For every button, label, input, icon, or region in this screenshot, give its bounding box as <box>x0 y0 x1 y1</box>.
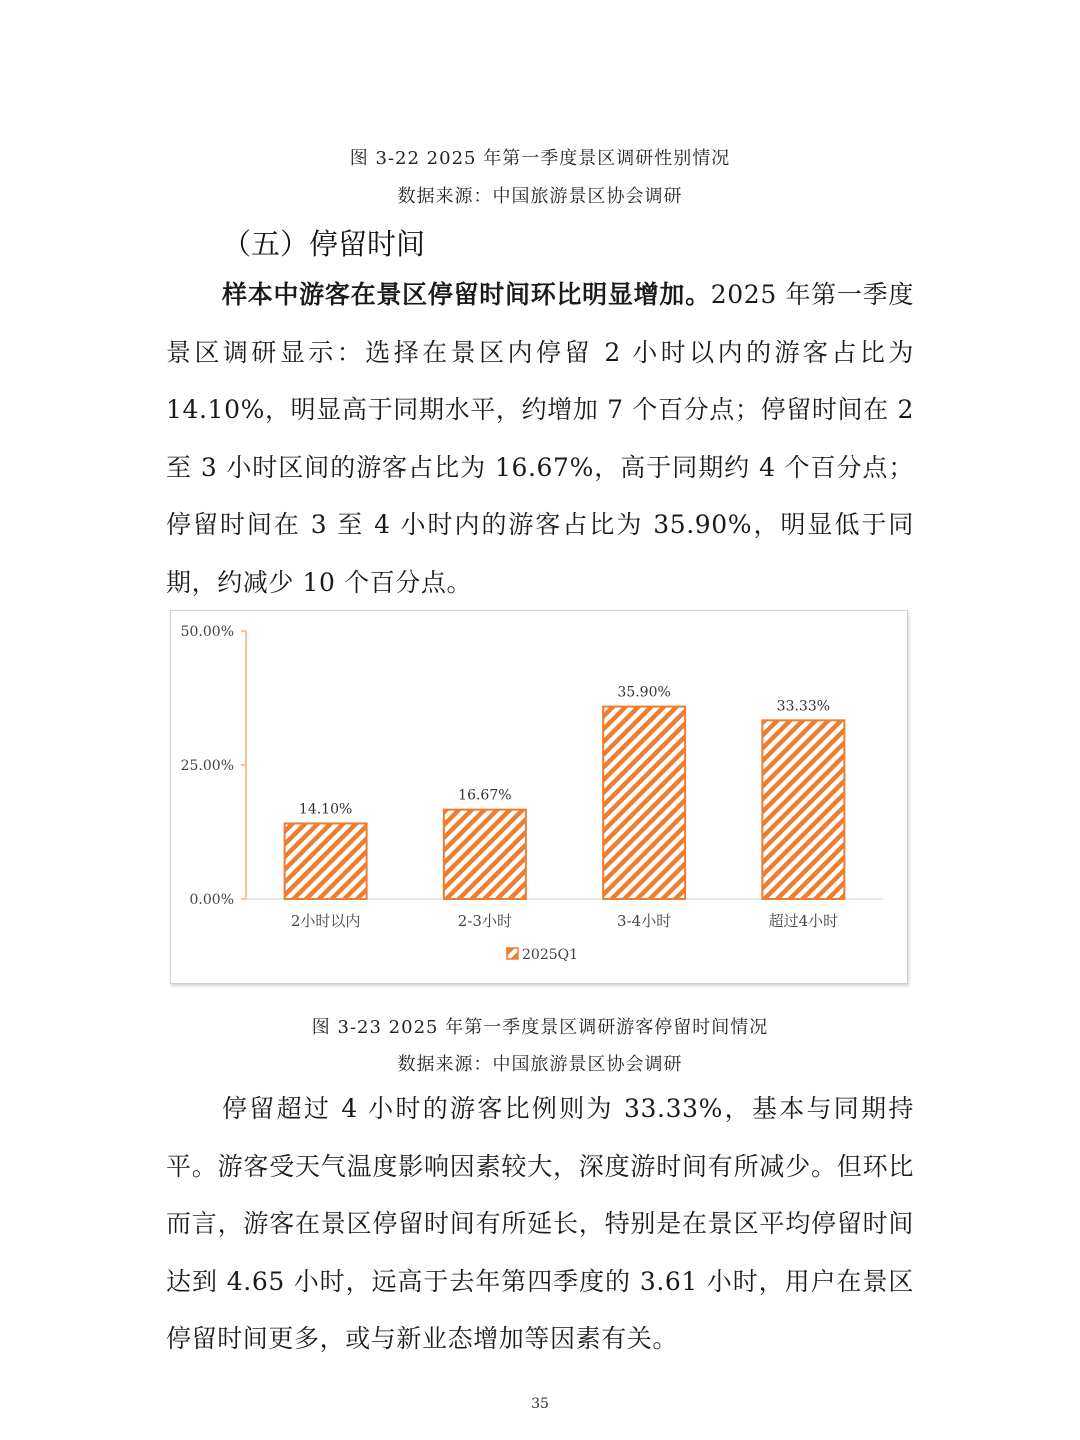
data-label: 16.67% <box>458 787 512 804</box>
paragraph-conclusion: 停留超过 4 小时的游客比例则为 33.33%，基本与同期持平。游客受天气温度影响因素较大，深度游时间有所减少。但环比而言，游客在景区停留时间有所延长，特别是在景区平均停留时间达到 4.65 小时，远高于去年第四季度的 3.61 小时，用户在景区停留时间更多，或与新业态增加等因素有关。 <box>166 1094 914 1353</box>
x-tick-label: 超过4小时 <box>768 912 839 930</box>
prev-figure-source: 数据来源：中国旅游景区协会调研 <box>397 186 683 207</box>
y-tick-label: 0.00% <box>189 892 234 908</box>
section-heading: （五）停留时间 <box>222 227 426 261</box>
paragraph-stay-time <box>166 266 914 611</box>
bar <box>603 707 685 899</box>
figure-source: 数据来源：中国旅游景区协会调研 <box>397 1054 683 1075</box>
page-number: 35 <box>531 1396 549 1412</box>
bar <box>762 720 844 899</box>
legend-label: 2025Q1 <box>522 947 579 963</box>
y-tick-label: 25.00% <box>180 758 234 774</box>
y-tick-label: 50.00% <box>180 624 234 640</box>
bar <box>444 810 526 899</box>
stay-time-chart <box>170 610 908 984</box>
paragraph-lead: 样本中游客在景区停留时间环比明显增加。 <box>222 280 711 309</box>
figure-caption: 图 3-23 2025 年第一季度景区调研游客停留时间情况 <box>311 1017 769 1038</box>
x-tick-label: 2-3小时 <box>457 912 512 930</box>
data-label: 33.33% <box>776 698 831 715</box>
data-label: 35.90% <box>617 684 671 701</box>
prev-figure-caption: 图 3-22 2025 年第一季度景区调研性别情况 <box>349 148 731 169</box>
x-tick-label: 3-4小时 <box>617 912 672 930</box>
legend-swatch <box>507 948 518 959</box>
paragraph-body: 2025 年第一季度景区调研显示：选择在景区内停留 2 小时以内的游客占比为 14.10%，明显高于同期水平，约增加 7 个百分点；停留时间在 2 至 3 小时区间的游客占比为 16.67%，高于同期约 4 个百分点；停留时间在 3 至 4 小时内的游客占比为 35.90%，明显低于同期，约减少 10 个百分点。 <box>166 280 914 597</box>
x-tick-label: 2小时以内 <box>290 912 361 930</box>
bar <box>285 823 367 899</box>
data-label: 14.10% <box>298 801 353 818</box>
chart-canvas <box>171 611 907 983</box>
